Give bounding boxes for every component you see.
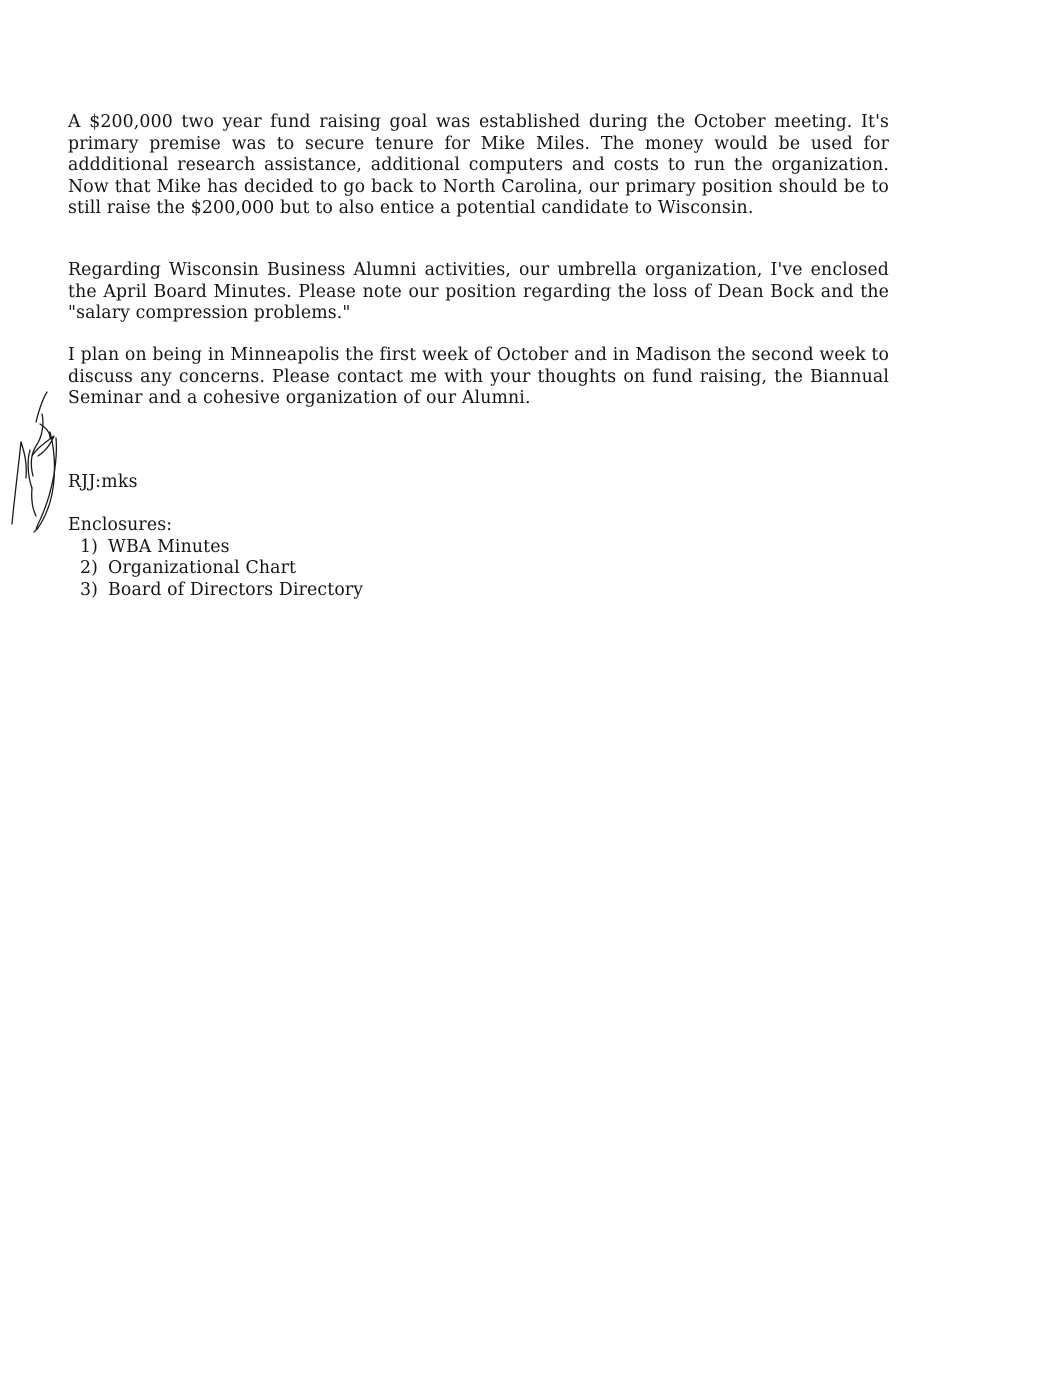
enclosure-title: Organizational Chart xyxy=(108,558,297,578)
handwritten-signature-icon xyxy=(6,384,68,534)
list-item xyxy=(80,537,363,559)
enclosures-block xyxy=(68,515,363,601)
enclosures-list xyxy=(68,537,363,602)
enclosure-title: Board of Directors Directory xyxy=(108,579,364,600)
enclosure-number: 2) xyxy=(80,558,99,578)
enclosure-title: WBA Minutes xyxy=(108,536,230,557)
list-item xyxy=(80,580,363,602)
paragraph-fund-raising: A $200,000 two year fund raising goal was established during the October meeting. It's primary premise was to secure tenure for Mike Miles. The money would be used for addditional research assistance, additional computers and costs to run the organization. Now that Mike has decided to go back to North Carolina, our primary position should be to still raise the $200,000 but to also entice a potential candidate to Wisconsin. xyxy=(68,112,889,218)
enclosure-number: 1) xyxy=(80,536,99,557)
typist-initials: RJJ:mks xyxy=(68,472,138,492)
paragraph-alumni-activities: Regarding Wisconsin Business Alumni activities, our umbrella organization, I've enclosed the April Board Minutes. Please note our position regarding the loss of Dean Bock and the "salary compression problems." xyxy=(68,260,889,323)
enclosure-number: 3) xyxy=(80,579,99,600)
list-item xyxy=(80,558,363,580)
enclosures-heading: Enclosures: xyxy=(68,515,173,535)
paragraph-travel-plans: I plan on being in Minneapolis the first week of October and in Madison the second week to discuss any concerns. Please contact me with your thoughts on fund raising, the Biannual Seminar and a cohesive organization of our Alumni. xyxy=(68,345,889,408)
